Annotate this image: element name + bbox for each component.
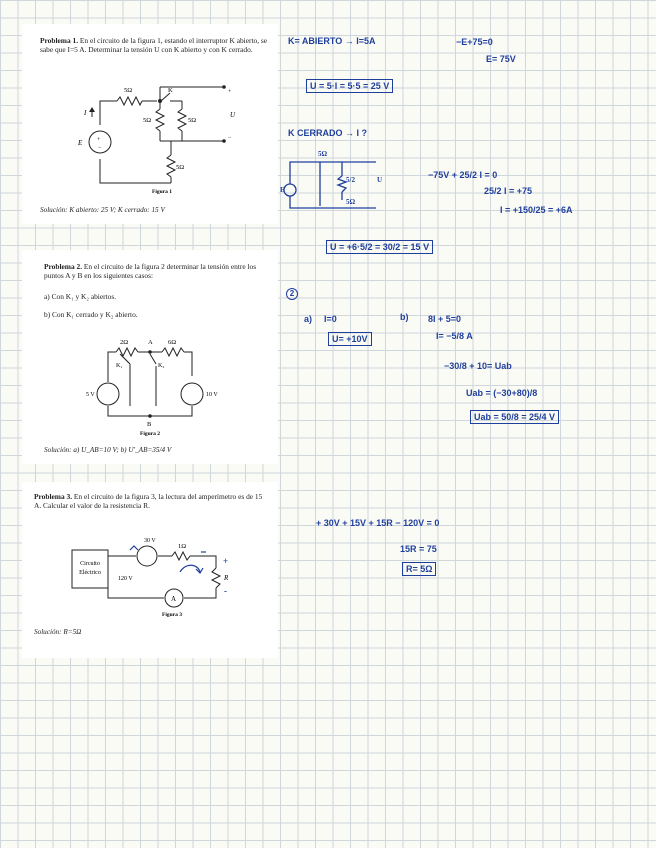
hw-p2-b-label: b) [400,312,409,322]
hw-p1-circuit [280,146,390,220]
fig1-i: I [84,109,87,117]
problem-1-text: En el circuito de la figura 1, estando el interruptor K abierto, se sabe que I=5 A. Determinar la tensión U con K abierto y con K cerrado. [40,36,268,55]
fig1-r4: 5Ω [176,164,185,171]
hw-p1-fig-r2: 5/2 [346,176,355,184]
hw-p1-fig-u: U [377,176,383,184]
hw-p3-line2: 15R = 75 [400,544,437,554]
fig3-r1: 1Ω [178,543,187,550]
problem-2-text: En el circuito de la figura 2 determinar la tensión entre los puntos A y B en los siguientes casos: [44,262,257,281]
fig1-r1: 5Ω [124,87,133,94]
problem-1-solution: Solución: K abierto: 25 V; K cerrado: 15 V [40,206,165,214]
problem-2-item-b: b) Con K₁ cerrado y K₂ abierto. [44,310,138,319]
hw-p1-fig-r1: 5Ω [318,150,328,158]
hw-p1-line7: 25/2 I = +75 [484,186,533,196]
figure-3-caption: Figura 3 [161,612,183,618]
hw-p1-line4: U = 5·I = 5·5 = 25 V [306,79,393,93]
fig3-box-line2: Eléctrico [79,570,101,576]
hw-p1-line3: E= 75V [486,54,516,64]
hw-p1-fig-r3: 5Ω [346,198,356,206]
problem-2-item-a: a) Con K₁ y K₂ abiertos. [44,292,117,301]
fig2-r2: 6Ω [168,339,177,346]
problem-1-card [22,24,278,224]
fig1-e-plus: + [97,137,101,143]
fig3-r: R [224,574,229,582]
problem-3-statement [34,492,270,510]
fig1-u: U [230,111,236,119]
problem-3-solution: Solución: R=5Ω [34,628,82,636]
hw-p3-line1: + 30V + 15V + 15R − 120V = 0 [316,518,440,528]
fig2-k1: K₁ [116,363,123,369]
figure-1-caption: Figura 1 [151,189,173,195]
hw-p1-line2: −E+75=0 [456,37,493,47]
problem-2-statement [44,262,272,280]
hw-p2-b5: Uab = 50/8 = 25/4 V [470,410,559,424]
hw-p2-a2: U= +10V [328,332,372,346]
fig2-k2: K₂ [158,363,165,369]
fig2-v2: 10 V [206,392,218,398]
problem-3-title: Problema 3. [34,492,73,501]
hw-p2-a-label: a) [304,314,313,324]
hw-p2-number: 2 [286,288,298,300]
hw-p1-line8: I = +150/25 = +6A [500,205,573,215]
problem-1-statement [40,36,268,54]
fig2-a: A [148,339,153,346]
hw-p2-a1: I=0 [324,314,337,324]
figure-2-caption: Figura 2 [139,431,161,437]
fig2-v1: 5 V [86,392,95,398]
fig1-u-plus: + [228,89,232,95]
hw-p1-line9: U = +6·5/2 = 30/2 = 15 V [326,240,433,254]
fig1-u-minus: − [228,135,232,141]
figure-3 [68,532,248,622]
problem-2-card [22,250,278,464]
hw-p2-b4: Uab = (−30+80)/8 [466,388,538,398]
fig1-e-minus: − [98,145,102,151]
hw-p2-b3: −30/8 + 10= Uab [444,361,512,371]
fig2-b: B [147,421,152,428]
hw-p1-line5: K CERRADO → I ? [288,128,368,138]
fig1-r3: 5Ω [188,117,197,124]
fig3-v30: 30 V [144,538,156,544]
problem-2-solution: Solución: a) U_AB=10 V; b) U'_AB=35/4 V [44,446,172,454]
fig2-r1: 2Ω [120,339,129,346]
svg-text:+: + [223,556,229,566]
svg-text:-: - [224,586,227,596]
fig1-r2: 5Ω [143,117,152,124]
fig1-e: E [78,139,83,147]
fig3-annotations [130,546,206,573]
hw-p1-line1: K= ABIERTO → I=5A [288,36,376,46]
problem-1-title: Problema 1. [40,36,79,45]
hw-p3-line3: R= 5Ω [402,562,436,576]
fig1-k: K [168,87,173,94]
hw-p2-b2: I= −5/8 A [436,331,473,341]
figure-1 [72,79,252,199]
fig3-box-line1: Circuito [80,561,100,567]
hw-p1-fig-e: E [280,186,285,194]
problem-3-text: En el circuito de la figura 3, la lectura del amperímetro es de 15 A. Calcular el valor de la resistencia R. [34,492,263,511]
problem-2-title: Problema 2. [44,262,83,271]
fig3-v120: 120 V [118,576,133,582]
hw-p1-line6: −75V + 25/2 I = 0 [428,170,498,180]
figure-2 [86,334,236,444]
fig3-ammeter: A [171,595,177,603]
hw-p2-b1: 8I + 5=0 [428,314,462,324]
problem-3-card [22,482,278,658]
